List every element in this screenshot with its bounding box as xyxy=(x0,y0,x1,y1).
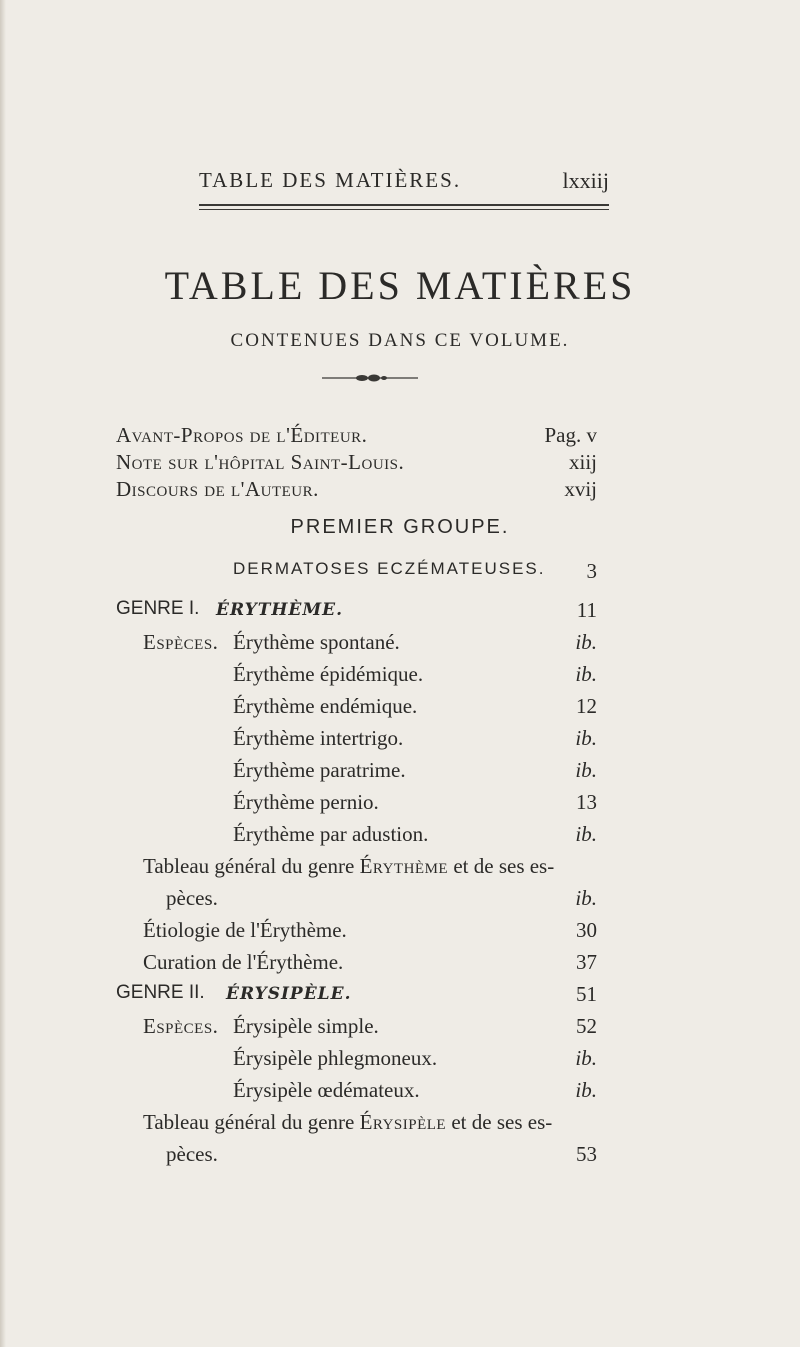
toc-entry-page: xiij xyxy=(568,450,597,474)
toc-species-row xyxy=(0,758,800,784)
toc-species-row xyxy=(0,790,800,816)
running-head xyxy=(199,168,609,194)
toc-entry-discours xyxy=(0,477,800,503)
tableau-continuation: pèces. xyxy=(166,886,218,910)
tableau-text-c: et de ses es- xyxy=(451,1110,553,1134)
species-name: Érythème spontané. xyxy=(233,630,400,654)
tableau-text-c: et de ses es- xyxy=(453,854,555,878)
species-name: Érysipèle phlegmoneux. xyxy=(233,1046,438,1070)
species-label: Espèces. xyxy=(143,630,219,654)
species-name: Érythème par adustion. xyxy=(233,822,429,846)
toc-genre-1 xyxy=(0,598,800,624)
toc-entry-page: xvij xyxy=(564,477,597,501)
toc-entry-label: Curation de l'Érythème. xyxy=(143,950,344,974)
species-name: Érysipèle simple. xyxy=(233,1014,379,1038)
page-title: TABLE DES MATIÈRES xyxy=(164,263,636,308)
toc-entry-page: ib. xyxy=(575,630,597,654)
species-name: Érysipèle œdémateux. xyxy=(233,1078,420,1102)
toc-entry-page: ib. xyxy=(575,1078,597,1102)
tableau-text-a: Tableau général du genre xyxy=(143,854,355,878)
toc-entry-label: Discours de l'Auteur. xyxy=(116,477,319,501)
toc-entry-page: 37 xyxy=(576,950,597,974)
toc-section-dermatoses xyxy=(0,559,800,585)
toc-entry-curation xyxy=(0,950,800,976)
toc-species-row xyxy=(0,1078,800,1104)
toc-species-row xyxy=(0,822,800,848)
toc-entry-avant-propos xyxy=(0,423,800,449)
toc-entry-page: 12 xyxy=(576,694,597,718)
species-name: Érythème endémique. xyxy=(233,694,418,718)
toc-entry-label: Avant-Propos de l'Éditeur. xyxy=(116,423,368,447)
page-subtitle: CONTENUES DANS CE VOLUME. xyxy=(230,330,570,351)
toc-entry-page: Pag. v xyxy=(544,423,597,447)
toc-entry-label: Note sur l'hôpital Saint-Louis. xyxy=(116,450,405,474)
toc-entry-page: 3 xyxy=(586,559,597,583)
toc-entry-page: ib. xyxy=(575,662,597,686)
toc-entry-page: 53 xyxy=(576,1142,597,1166)
tableau-text xyxy=(143,854,554,879)
toc-entry-page: 51 xyxy=(576,982,597,1006)
section-heading: DERMATOSES ECZÉMATEUSES. xyxy=(233,559,546,578)
toc-entry-page: 52 xyxy=(576,1014,597,1038)
toc-species-row xyxy=(0,662,800,688)
species-name: Érythème pernio. xyxy=(233,790,379,814)
species-name: Érythème épidémique. xyxy=(233,662,424,686)
toc-species-row xyxy=(0,1046,800,1072)
toc-entry-page: ib. xyxy=(575,1046,597,1070)
toc-species-row xyxy=(0,630,800,656)
toc-entry-note xyxy=(0,450,800,476)
genre-prefix: GENRE I. xyxy=(116,598,200,619)
toc-entry-page: ib. xyxy=(575,886,597,910)
toc-entry-etiologie xyxy=(0,918,800,944)
running-head-page-number: lxxiij xyxy=(562,168,609,193)
toc-genre-2 xyxy=(0,982,800,1008)
toc-entry-label: Étiologie de l'Érythème. xyxy=(143,918,347,942)
tableau-genre-name: Érysipèle xyxy=(359,1110,447,1134)
species-name: Érythème intertrigo. xyxy=(233,726,404,750)
toc-entry-page: ib. xyxy=(575,726,597,750)
ornament-divider-icon xyxy=(322,372,418,384)
toc-entry-page: ib. xyxy=(575,758,597,782)
tableau-text xyxy=(143,1110,552,1135)
species-name: Érythème paratrime. xyxy=(233,758,406,782)
toc-entry-page: 30 xyxy=(576,918,597,942)
toc-species-row xyxy=(0,726,800,752)
genre-name: ÉRYSIPÈLE. xyxy=(226,984,352,1004)
toc-tableau-erytheme-cont xyxy=(0,886,800,912)
genre-prefix: GENRE II. xyxy=(116,982,205,1003)
tableau-continuation: pèces. xyxy=(166,1142,218,1166)
toc-entry-page: 13 xyxy=(576,790,597,814)
genre-name: ÉRYTHÈME. xyxy=(216,600,344,620)
running-head-title: TABLE DES MATIÈRES. xyxy=(199,168,462,192)
toc-tableau-erysipele-cont xyxy=(0,1142,800,1168)
toc-tableau-erysipele xyxy=(0,1110,800,1136)
group-heading: PREMIER GROUPE. xyxy=(290,516,510,538)
toc-species-row xyxy=(0,1014,800,1040)
double-rule xyxy=(199,204,609,210)
toc-entry-page: ib. xyxy=(575,822,597,846)
toc-tableau-erytheme xyxy=(0,854,800,880)
toc-species-row xyxy=(0,694,800,720)
tableau-genre-name: Érythème xyxy=(359,854,449,878)
species-label: Espèces. xyxy=(143,1014,219,1038)
tableau-text-a: Tableau général du genre xyxy=(143,1110,355,1134)
toc-entry-page: 11 xyxy=(576,598,597,622)
